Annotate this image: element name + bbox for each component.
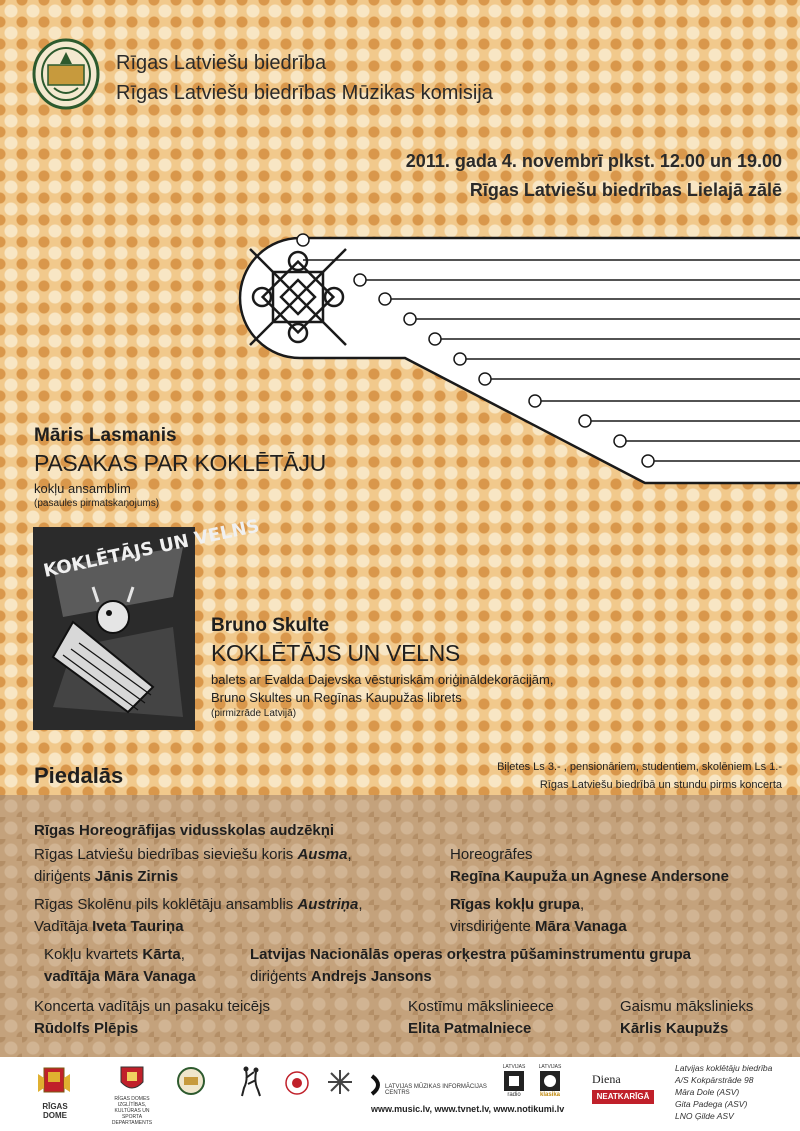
rlb-small-emblem-icon — [176, 1066, 206, 1096]
work-description: balets ar Evalda Dajevska vēsturiskām oriģināldekorācijām, — [211, 672, 554, 687]
lighting-label: Gaismu mākslinieks — [620, 998, 754, 1015]
premiere-note: (pirmizrāde Latvijā) — [211, 708, 297, 719]
latvian-radio-label: radio — [507, 1092, 521, 1098]
rlb-emblem-logo — [32, 38, 100, 110]
klasika-label: klasika — [539, 1092, 561, 1098]
work-subtitle: kokļu ansamblim — [34, 481, 131, 496]
credit-line: Māra Dole (ASV) — [675, 1087, 740, 1097]
credit-line: Latvijas koklētāju biedrība — [675, 1063, 773, 1073]
participant-ensemble-leader: Vadītāja Iveta Tauriņa — [34, 918, 184, 935]
credit-line: Gita Padega (ASV) — [675, 1099, 748, 1109]
riga-department-crest-icon — [118, 1064, 146, 1094]
host-name: Rūdolfs Plēpis — [34, 1020, 139, 1037]
circular-seal-icon — [284, 1070, 310, 1096]
event-date: 2011. gada 4. novembrī plkst. 12.00 un 19.00 — [405, 151, 782, 171]
neatkariga-logo: NEATKARĪGĀ — [592, 1090, 654, 1104]
participant-opera-orchestra: Latvijas Nacionālās operas orķestra pūšaminstrumentu grupa — [250, 946, 691, 963]
participant-school: Rīgas Horeogrāfijas vidusskolas audzēkņi — [34, 822, 335, 839]
riga-dome-label: RĪGAS DOME — [42, 1102, 68, 1120]
participant-choir-conductor: diriģents Jānis Zirnis — [34, 868, 179, 885]
host-label: Koncerta vadītājs un pasaku teicējs — [34, 998, 270, 1015]
participant-choir: Rīgas Latviešu biedrības sieviešu koris Ausma, — [34, 846, 352, 863]
work-title: KOKLĒTĀJS UN VELNS — [211, 640, 460, 666]
composer-name: Bruno Skulte — [211, 615, 330, 636]
composer-name: Māris Lasmanis — [34, 425, 177, 446]
costume-name: Elita Patmalniece — [408, 1020, 532, 1037]
organization-commission: Rīgas Latviešu biedrības Mūzikas komisija — [116, 82, 493, 104]
choreographers-label: Horeogrāfes — [450, 846, 533, 863]
choreographers-names: Regīna Kaupuža un Agnese Andersone — [450, 868, 729, 885]
participant-ensemble: Rīgas Skolēnu pils koklētāju ansamblis Austriņa, — [34, 896, 363, 913]
participants-heading: Piedalās — [34, 763, 124, 788]
costume-label: Kostīmu mākslinieece — [408, 998, 554, 1015]
sponsor-urls: www.music.lv, www.tvnet.lv, www.notikumi.lv — [371, 1104, 565, 1114]
diena-logo: Diena — [592, 1072, 621, 1086]
participant-group-leader: virsdiriģente Māra Vanaga — [450, 918, 627, 935]
klasika-logo-icon — [540, 1071, 560, 1091]
ticket-prices: Biļetes Ls 3.- , pensionāriem, studentiem, skolēniem Ls 1.- — [497, 761, 782, 773]
klasika-top-label: LATVIJAS — [538, 1064, 562, 1070]
premiere-note: (pasaules pirmatskaņojums) — [34, 498, 160, 509]
latvian-radio-top-label: LATVIJAS — [502, 1064, 526, 1070]
credit-line: LNO Ģilde ASV — [675, 1111, 734, 1121]
work-title: PASAKAS PAR KOKLĒTĀJU — [34, 450, 326, 476]
work-description: Bruno Skultes un Regīnas Kaupužas librets — [211, 690, 462, 705]
participant-opera-conductor: diriģents Andrejs Jansons — [250, 968, 432, 985]
event-venue: Rīgas Latviešu biedrības Lielajā zālē — [469, 180, 782, 200]
participant-kokle-group: Rīgas kokļu grupa, — [450, 896, 585, 913]
riga-department-label: RĪGAS DOMES IZGLĪTĪBAS, KULTŪRAS UN SPORTA DEPARTAMENTS — [111, 1096, 153, 1126]
credit-line: A/S Kokpārstrāde 98 — [675, 1075, 754, 1085]
participant-quartet: Kokļu kvartets Kārta, — [44, 946, 185, 963]
poster-title: KOKLĒTĀJS UN VELNS — [41, 515, 262, 582]
latvian-radio-logo-icon — [504, 1071, 524, 1091]
participant-quartet-leader: vadītāja Māra Vanaga — [44, 968, 196, 985]
lighting-name: Kārlis Kaupužs — [620, 1020, 729, 1037]
organization-name: Rīgas Latviešu biedrība — [116, 52, 327, 74]
dancers-icon — [238, 1066, 264, 1098]
music-info-centre-label: LATVIJAS MŪZIKAS INFORMĀCIJAS CENTRS — [385, 1084, 487, 1096]
riga-coat-of-arms-icon — [36, 1064, 72, 1098]
supporters-credits — [675, 1062, 772, 1122]
star-emblem-icon — [326, 1068, 354, 1096]
ticket-location: Rīgas Latviešu biedrībā un stundu pirms koncerta — [539, 779, 782, 791]
music-info-centre-icon — [370, 1074, 384, 1096]
